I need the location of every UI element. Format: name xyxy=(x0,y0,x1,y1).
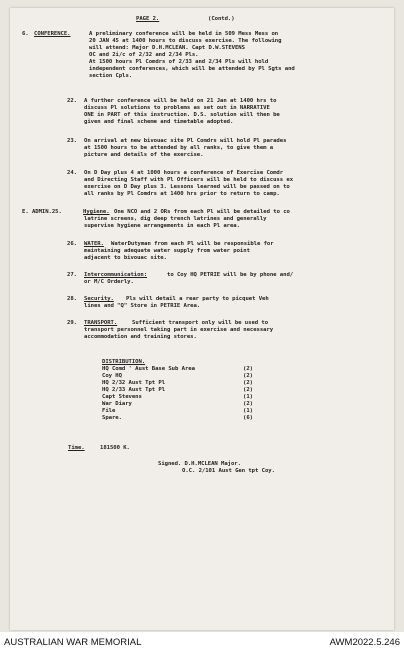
para-27-heading: Intercommunication: xyxy=(84,272,148,278)
distribution-qty: (1) xyxy=(243,408,253,414)
para-27-number: 27. xyxy=(67,272,77,278)
footer-source: AUSTRALIAN WAR MEMORIAL xyxy=(4,637,142,648)
para-22-number: 22. xyxy=(67,98,77,104)
para-28-number: 28. xyxy=(67,296,77,302)
para-27-line: or M/C Orderly. xyxy=(84,279,134,285)
para-24-line: all ranks by Pl Comdrs at 1400 hrs prior to return to camp. xyxy=(84,191,280,197)
para-24-number: 24. xyxy=(67,170,77,176)
para-23-line: On arrival at new bivouac site Pl Comdrs will hold Pl parades xyxy=(84,138,287,144)
para-6-heading: CONFERENCE. xyxy=(34,31,71,37)
para-26-line: maintaining adequate water supply from water point xyxy=(84,248,250,254)
signature-line: Signed. D.H.MCLEAN Major. xyxy=(158,461,241,467)
para-25-line: One NCO and 2 ORs from each Pl will be detailed to co xyxy=(114,209,290,215)
para-6-line: A preliminary conference will be held in 509 Mess Mess on xyxy=(89,31,279,37)
footer-reference: AWM2022.5.246 xyxy=(329,637,400,648)
para-27-line: to Coy HQ PETRIE will be by phone and/ xyxy=(167,272,294,278)
para-29-number: 29. xyxy=(67,320,77,326)
distribution-qty: (1) xyxy=(243,394,253,400)
page-number: PAGE 2. xyxy=(136,16,160,22)
distribution-qty: (2) xyxy=(243,373,253,379)
time-label: Time. xyxy=(68,445,85,451)
para-6-line: section Cpls. xyxy=(89,73,133,79)
distribution-item: Spare. xyxy=(102,415,122,421)
para-23-line: picture and details of the exercise. xyxy=(84,152,204,158)
para-22-line: discuss Pl solutions to problems as set out in NARRATIVE xyxy=(84,105,270,111)
para-26-line: adjacent to bivouac site. xyxy=(84,255,167,261)
para-28-line: lines and "Q" Store in PETRIE Area. xyxy=(84,303,201,309)
para-26-heading: WATER. xyxy=(84,241,104,247)
distribution-qty: (2) xyxy=(243,401,253,407)
para-26-number: 26. xyxy=(67,241,77,247)
document-page xyxy=(10,8,394,630)
para-23-line: at 1500 hours to be attended by all ranks, to give them a xyxy=(84,145,274,151)
para-25-line: latrine screens, dig deep trench latrines and generally xyxy=(84,216,267,222)
distribution-item: HQ 2/32 Aust Tpt Pl xyxy=(102,380,166,386)
contd-label: (Contd.) xyxy=(208,16,235,22)
distribution-item: Capt Stevens xyxy=(102,394,142,400)
para-6-line: independent conferences, which will be attended by Pl Sgts and xyxy=(89,66,295,72)
distribution-qty: (6) xyxy=(243,415,253,421)
para-6-line: will attend: Major D.H.MCLEAN. Capt D.W.STEVENS xyxy=(89,45,245,51)
distribution-item: Coy HQ xyxy=(102,373,122,379)
para-6-line: OC and 2i/c of 2/32 and 2/34 Pls. xyxy=(89,52,199,58)
distribution-item: File xyxy=(102,408,116,414)
distribution-item: War Diary xyxy=(102,401,132,407)
distribution-qty: (2) xyxy=(243,380,253,386)
para-25-line: supervise hygiene arrangements in each Pl area. xyxy=(84,223,240,229)
distribution-item: HQ 2/33 Aust Tpt Pl xyxy=(102,387,166,393)
para-22-line: A further conference will be held on 21 Jan at 1400 hrs to xyxy=(84,98,277,104)
para-29-heading: TRANSPORT. xyxy=(84,320,118,326)
para-22-line: given and final scheme and timetable adopted. xyxy=(84,119,234,125)
para-28-line: Pls will detail a rear party to picquet Veh xyxy=(126,296,269,302)
para-24-line: exercise on D Day plus 3. Lessons learned will be passed on to xyxy=(84,184,290,190)
para-29-line: accommodation and training stores. xyxy=(84,334,197,340)
para-6-line: 20 JAN 45 at 1400 hours to discuss exercise. The following xyxy=(89,38,282,44)
distribution-item: HQ Comd ' Aust Base Sub Area xyxy=(102,366,195,372)
para-25-number: E. ADMIN.25. xyxy=(22,209,62,215)
para-29-line: transport personnel taking part in exercise and necessary xyxy=(84,327,274,333)
para-26-line: WaterDutyman from each Pl will be responsible for xyxy=(111,241,274,247)
distribution-qty: (2) xyxy=(243,366,253,372)
para-22-line: ONE in PART of this instruction. D.S. solution will then be xyxy=(84,112,280,118)
distribution-heading: DISTRIBUTION. xyxy=(102,359,146,365)
para-23-number: 23. xyxy=(67,138,77,144)
para-28-heading: Security. xyxy=(84,296,114,302)
para-25-heading: Hygiene. xyxy=(83,209,110,215)
para-24-line: and Directing Staff with Pl Officers will be held to discuss ex xyxy=(84,177,294,183)
para-29-line: Sufficient transport only will be used to xyxy=(132,320,269,326)
distribution-qty: (2) xyxy=(243,387,253,393)
para-24-line: On D Day plus 4 at 1000 hours a conference of Exercise Comdr xyxy=(84,170,284,176)
archive-footer xyxy=(0,632,404,653)
signature-unit: O.C. 2/101 Aust Gen tpt Coy. xyxy=(182,468,275,474)
para-6-number: 6. xyxy=(22,31,29,37)
para-6-line: At 1500 hours Pl Comdrs of 2/33 and 2/34 Pls will hold xyxy=(89,59,269,65)
time-value: 181500 K. xyxy=(100,445,130,451)
